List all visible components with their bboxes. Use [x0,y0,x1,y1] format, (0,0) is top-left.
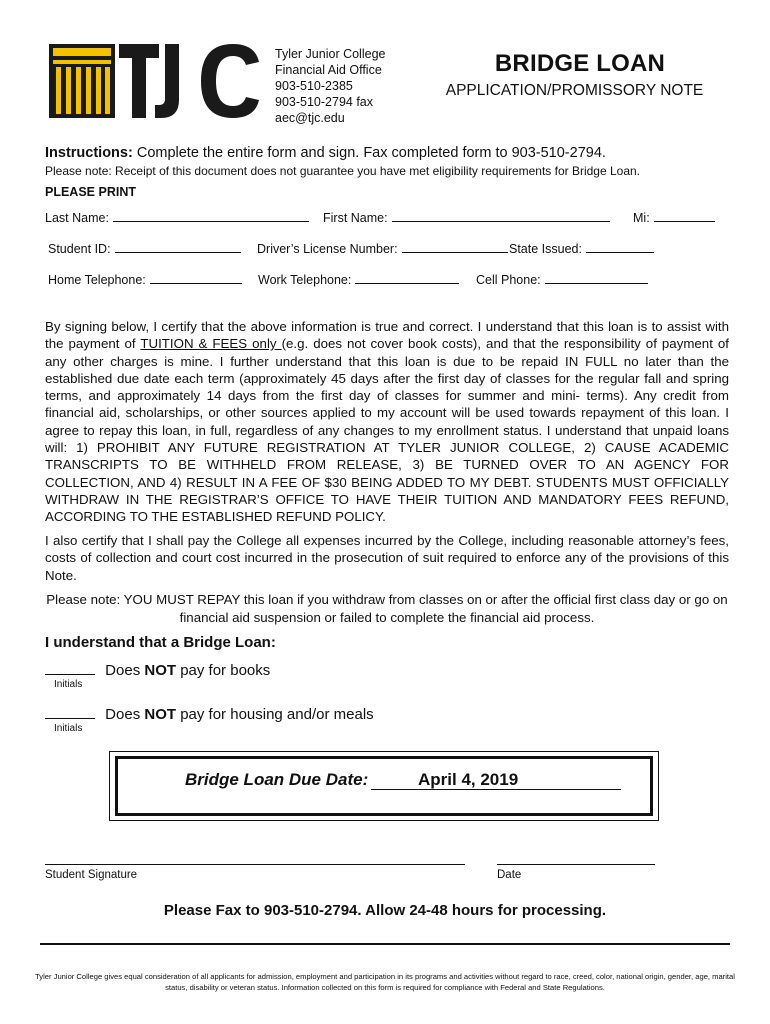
office-name: Financial Aid Office [275,63,382,77]
books-initials-input[interactable] [45,659,95,675]
student-id-input[interactable] [115,241,241,253]
instructions-label: Instructions: [45,145,133,161]
phone-row [45,272,725,290]
certification-underlined: TUITION & FEES only [140,336,282,352]
due-date-label: Bridge Loan Due Date: [185,770,369,789]
instructions-text: Complete the entire form and sign. Fax completed form to 903-510-2794. [132,145,606,161]
id-row [45,241,725,259]
mi-label: Mi: [633,211,650,225]
cell-phone-input[interactable] [545,272,648,284]
books-suffix: pay for books [176,662,271,679]
housing-initials-label: Initials [54,723,83,734]
due-date-underline-1 [371,789,413,790]
home-phone-input[interactable] [150,272,242,284]
housing-not: NOT [144,706,177,723]
housing-prefix: Does [105,706,145,723]
books-item [45,659,270,679]
cell-phone-label: Cell Phone: [476,273,541,287]
work-phone-input[interactable] [355,272,459,284]
books-not: NOT [144,662,177,679]
instructions [45,145,606,161]
tjc-logo [47,40,262,120]
books-prefix: Does [105,662,145,679]
student-id-label: Student ID: [48,242,111,256]
fax-instructions: Please Fax to 903-510-2794. Allow 24-48 hours for processing. [163,902,607,919]
last-name-input[interactable] [113,210,309,222]
certification-text-1: By signing below, I certify that the above information is true and correct. I understand that this loan is to assist with the payment of [45,319,729,352]
state-issued-input[interactable] [586,241,654,253]
office-phone: 903-510-2385 [275,79,353,93]
contact-block [275,46,385,126]
last-name-label: Last Name: [45,211,109,225]
student-signature-line[interactable] [45,864,465,865]
office-fax: 903-510-2794 fax [275,95,373,109]
home-phone-label: Home Telephone: [48,273,146,287]
state-issued-label: State Issued: [509,242,582,256]
housing-initials-input[interactable] [45,703,95,719]
office-email: aec@tjc.edu [275,111,345,125]
form-subtitle: APPLICATION/PROMISSORY NOTE [445,82,704,99]
footer-divider [40,943,730,945]
due-date-underline-2 [413,789,621,790]
eligibility-note: Please note: Receipt of this document does not guarantee you have met eligibility requirements for Bridge Loan. [45,164,641,178]
housing-suffix: pay for housing and/or meals [176,706,374,723]
first-name-input[interactable] [392,210,610,222]
form-title: BRIDGE LOAN [494,50,666,77]
date-label: Date [497,869,522,881]
expenses-paragraph: I also certify that I shall pay the College all expenses incurred by the College, including reasonable attorney’s fees, costs of collection and court cost incurred in the prosecution of suit required to enforce any of the provisions of this Note. [45,533,729,583]
student-signature-label: Student Signature [45,869,138,881]
understand-heading: I understand that a Bridge Loan: [45,634,276,651]
due-date-value: April 4, 2019 [418,770,519,789]
housing-item [45,703,374,723]
certification-text-2: (e.g. does not cover book costs), and that the responsibility of payment of any other charges is mine. I further understand that this loan is due to be repaid IN FULL no later than the established due date each term (approximately 45 days after the first day of classes for the regular fall and spring terms, and approximately 14 days from the first day of classes for summer and mini- terms). Any credit from financial aid, scholarships, or other sources applied to my account will be used towards repayment of this loan. I agree to repay this loan, in full, regardless of any changes to my enrollment status. I understand that unpaid loans will: 1) PROHIBIT ANY FUTURE REGISTRATION AT TYLER JUNIOR COLLEGE, 2) CAUSE ACADEMIC TRANSCRIPTS TO BE WITHHELD FROM RELEASE, 3) BE TURNED OVER TO AN AGENCY FOR COLLECTION, AND 4) RESULT IN A FEE OF $30 BEING ADDED TO MY DEBT. STUDENTS MUST OFFICIALLY WITHDRAW IN THE REGISTRAR’S OFFICE TO HAVE THEIR TUITION AND MANDATORY FEES REFUND, ACCORDING TO THE ESTABLISHED REFUND POLICY. [45,336,729,525]
please-print: PLEASE PRINT [45,185,136,199]
certification-paragraph [45,318,729,526]
name-row [45,210,725,228]
work-phone-label: Work Telephone: [258,273,352,287]
first-name-label: First Name: [323,211,388,225]
footer-disclaimer: Tyler Junior College gives equal consideration of all applicants for admission, employment and participation in its programs and activities without regard to race, creed, color, national origin, gender, age, marital status, disability or veteran status. Information collected on this form is required for compliance with Federal and State Regulations. [35,972,735,992]
mi-input[interactable] [654,210,715,222]
date-line[interactable] [497,864,655,865]
college-name: Tyler Junior College [275,47,386,61]
repay-note: Please note: YOU MUST REPAY this loan if you withdraw from classes on or after the official first class day or go on financial aid suspension or failed to complete the financial aid process. [46,592,728,625]
drivers-license-label: Driver’s License Number: [257,242,398,256]
drivers-license-input[interactable] [402,241,508,253]
books-initials-label: Initials [54,679,83,690]
